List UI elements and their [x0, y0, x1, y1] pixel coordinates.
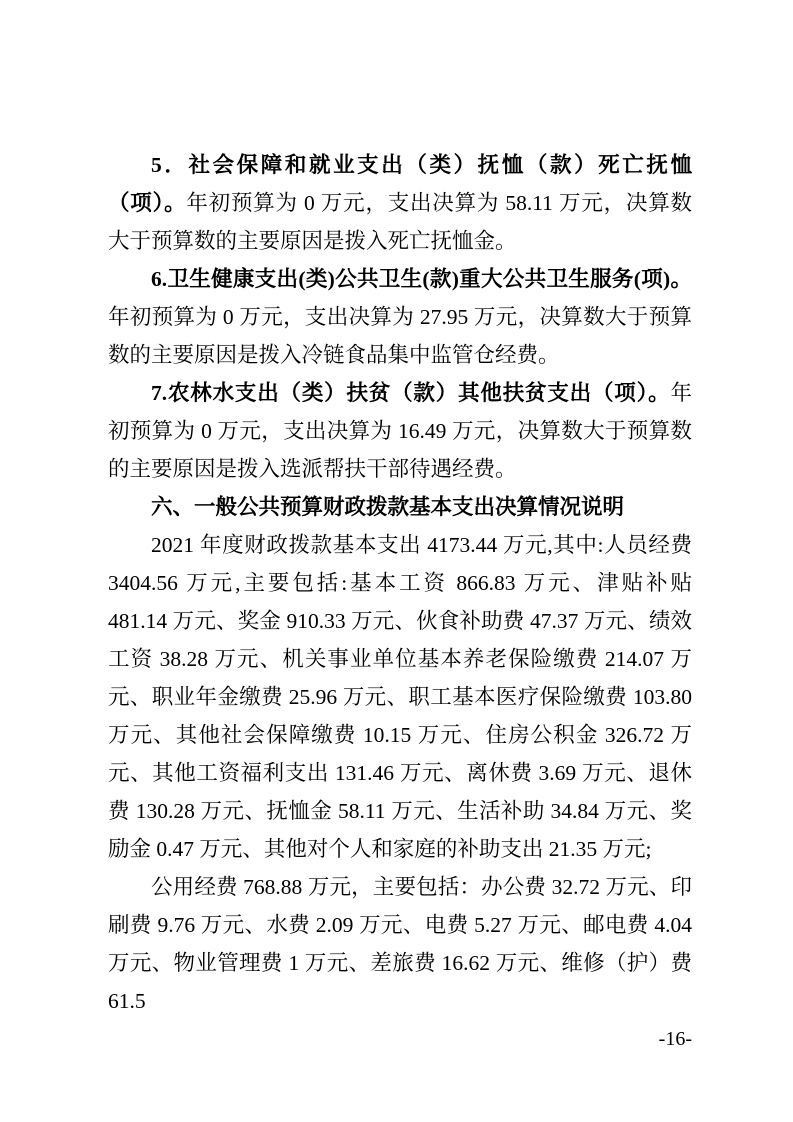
paragraph-item-7 — [108, 374, 692, 488]
paragraph-item-5 — [108, 146, 692, 260]
item-6-heading: 6.卫生健康支出(类)公共卫生(款)重大公共卫生服务(项)。 — [151, 267, 692, 291]
item-7-heading: 7.农林水支出（类）扶贫（款）其他扶贫支出（项）。 — [151, 381, 671, 405]
item-5-body: 年初预算为 0 万元，支出决算为 58.11 万元，决算数大于预算数的主要原因是拨入死亡抚恤金。 — [108, 191, 692, 253]
item-6-body: 年初预算为 0 万元，支出决算为 27.95 万元，决算数大于预算数的主要原因是拨入冷链食品集中监管仓经费。 — [108, 305, 692, 367]
paragraph-public-expense: 公用经费 768.88 万元，主要包括：办公费 32.72 万元、印刷费 9.76 万元、水费 2.09 万元、电费 5.27 万元、邮电费 4.04 万元、物业管理费 1 万元、差旅费 16.62 万元、维修（护）费 61.5 — [108, 875, 692, 1013]
paragraph-item-6 — [108, 260, 692, 374]
paragraph-personnel-expense: 2021 年度财政拨款基本支出 4173.44 万元,其中:人员经费 3404.56 万元,主要包括:基本工资 866.83 万元、津贴补贴 481.14 万元、奖金 910.33 万元、伙食补助费 47.37 万元、绩效工资 38.28 万元、机关事业单位基本养老保险缴费 214.07 万元、职业年金缴费 25.96 万元、职工基本医疗保险缴费 103.80 万元、其他社会保障缴费 10.15 万元、住房公积金 326.72 万元、其他工资福利支出 131.46 万元、离休费 3.69 万元、退休费 130.28 万元、抚恤金 58.11 万元、生活补助 34.84 万元、奖励金 0.47 万元、其他对个人和家庭的补助支出 21.35 万元; — [108, 533, 692, 861]
document-content — [108, 146, 692, 1058]
page-number: -16- — [658, 1028, 692, 1050]
section-6-heading: 六、一般公共预算财政拨款基本支出决算情况说明 — [151, 495, 625, 519]
item-5-heading: 5．社会保障和就业支出（类）抚恤（款）死亡抚恤（项）。 — [108, 153, 692, 215]
item-7-body: 年初预算为 0 万元，支出决算为 16.49 万元，决算数大于预算数的主要原因是拨入选派帮扶干部待遇经费。 — [108, 381, 692, 481]
